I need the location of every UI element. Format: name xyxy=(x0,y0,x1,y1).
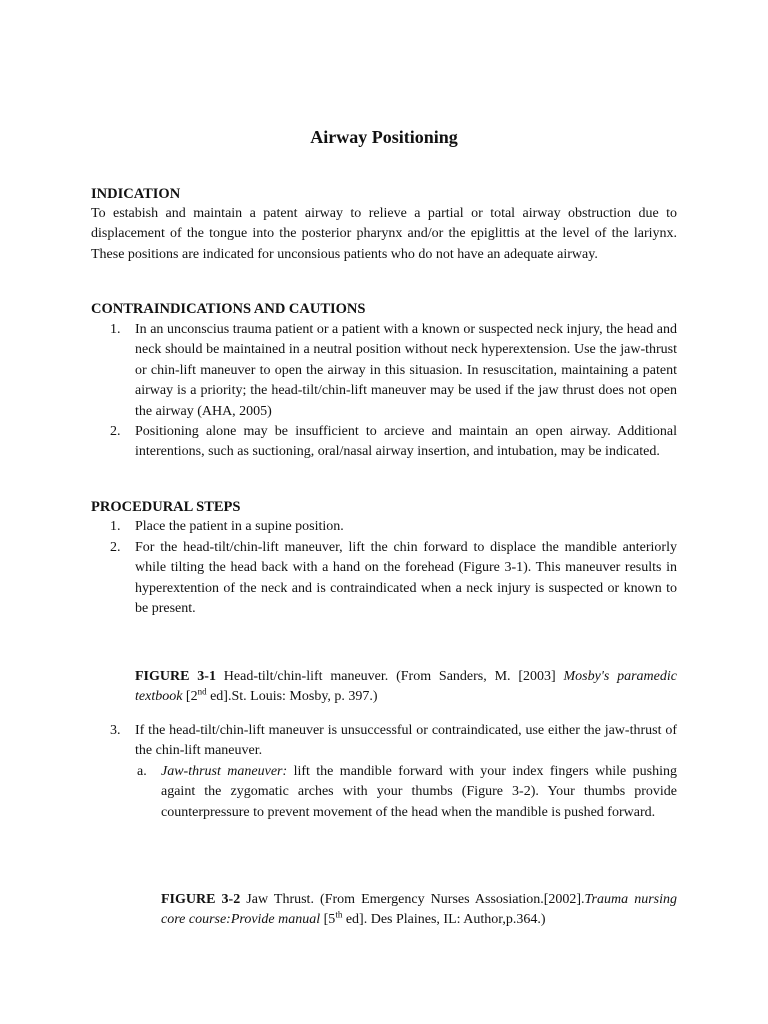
figure-superscript: th xyxy=(335,909,343,920)
substep-label: Jaw-thrust maneuver: xyxy=(161,764,288,779)
figure-text: [5 xyxy=(320,912,336,928)
list-item-text: Place the patient in a supine position. xyxy=(135,519,344,534)
contraindications-heading: CONTRAINDICATIONS AND CAUTIONS xyxy=(91,301,366,317)
figure-source-title: Trauma nursing core course:Provide manual xyxy=(161,892,677,928)
indication-heading: INDICATION xyxy=(91,186,181,202)
list-item-text: Positioning alone may be insufficient to arcieve and maintain an open airway. Additional interentions, such as suctioning, oral/nasal airway insertion, and intubation, may be indicated. xyxy=(135,424,677,460)
figure-text: Jaw Thrust. (From Emergency Nurses Assosiation.[2002]. xyxy=(240,892,585,907)
figure-text: ed].St. Louis: Mosby, p. 397.) xyxy=(206,689,378,705)
figure-label: FIGURE 3-1 xyxy=(135,669,216,684)
indication-text: To estabish and maintain a patent airway to relieve a partial or total airway obstruction due to displacement of the tongue into the posterior pharynx and/or the epiglittis at the level of the lariynx. These positions are indicated for unconsious patients who do not have an adequate airway. xyxy=(91,206,677,262)
list-item-text: For the head-tilt/chin-lift maneuver, lift the chin forward to displace the mandible anteriorly while tilting the head back with a hand on the forehead (Figure 3-1). This maneuver results in hyperextention of the neck and is contraindicated when a neck injury is suspected or known to be present. xyxy=(135,540,677,617)
procedure-step xyxy=(110,538,677,620)
procedural-heading: PROCEDURAL STEPS xyxy=(91,499,241,515)
figure-text: ed]. Des Plaines, IL: Author,p.364.) xyxy=(342,912,546,928)
list-number: 1. xyxy=(110,322,121,337)
figure-caption xyxy=(135,667,677,708)
page-title: Airway Positioning xyxy=(310,127,458,147)
procedure-step xyxy=(110,517,677,537)
list-letter: a. xyxy=(137,764,147,779)
figure-caption xyxy=(161,890,677,931)
list-item-text: In an unconscius trauma patient or a patient with a known or suspected neck injury, the head and neck should be maintained in a neutral position without neck hyperextension. Use the jaw-thrust or chin-lift maneuver to open the airway in this situasion. In resuscitation, maintaining a patent airway is a priority; the head-tilt/chin-lift maneuver may be used if the jaw thrust does not open the airway (AHA, 2005) xyxy=(135,322,677,419)
substep-body: lift the mandible forward with your index fingers while pushing againt the zygomatic arches with your thumbs (Figure 3-2). Your thumbs provide counterpressure to prevent movement of the head when the mandible is pushed forward. xyxy=(161,764,677,820)
contraindication-item xyxy=(110,422,677,463)
procedure-step xyxy=(110,721,677,762)
contraindication-item xyxy=(110,320,677,422)
list-number: 2. xyxy=(110,424,121,439)
figure-text: [2 xyxy=(182,689,198,705)
procedure-substep xyxy=(137,762,677,823)
figure-superscript: nd xyxy=(197,686,207,697)
list-number: 2. xyxy=(110,540,121,555)
substep-text xyxy=(161,762,677,823)
list-item-text: If the head-tilt/chin-lift maneuver is unsuccessful or contraindicated, use either the jaw-thrust of the chin-lift maneuver. xyxy=(135,723,677,759)
list-number: 1. xyxy=(110,519,121,534)
figure-label: FIGURE 3-2 xyxy=(161,892,241,907)
figure-text: Head-tilt/chin-lift maneuver. (From Sanders, M. [2003] xyxy=(215,669,556,684)
list-number: 3. xyxy=(110,723,121,738)
figure-source-title: Mosby's paramedic textbook xyxy=(135,669,677,705)
